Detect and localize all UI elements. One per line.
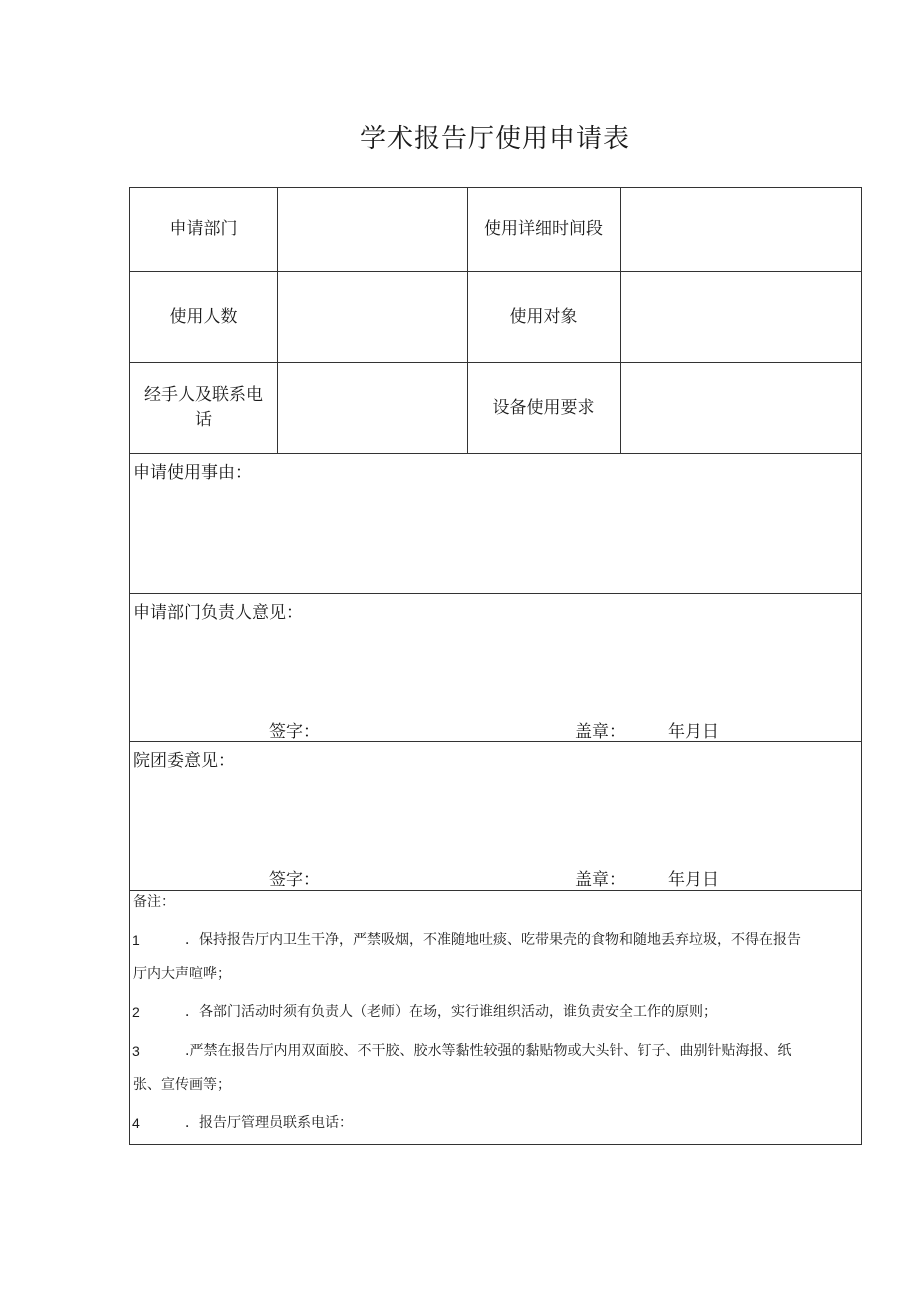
department-input[interactable]: [278, 188, 467, 271]
row-divider-4: [130, 593, 861, 594]
time-label: 使用详细时间段: [484, 219, 603, 239]
reason-input[interactable]: [130, 484, 861, 592]
note-number: 2: [132, 1004, 140, 1020]
contact-label-line1: 经手人及联系电: [144, 385, 263, 405]
dept-date-label: 年月日: [668, 722, 719, 742]
committee-sign-label: 签字：: [269, 870, 320, 890]
equipment-input[interactable]: [621, 363, 861, 453]
note-text: ．报告厅管理员联系电话：: [185, 1115, 353, 1131]
target-label: 使用对象: [509, 306, 578, 327]
note-text-continued: 厅内大声喧哗；: [133, 966, 231, 982]
dept-opinion-input[interactable]: [130, 624, 861, 712]
note-text: .严禁在报告厅内用双面胶、不干胶、胶水等黏性较强的黏贴物或大头针、钉子、曲别针贴海报、纸: [185, 1043, 792, 1059]
time-input[interactable]: [621, 188, 861, 271]
row-divider-3: [130, 453, 861, 454]
committee-date-label: 年月日: [668, 870, 719, 890]
target-input[interactable]: [621, 272, 861, 362]
equipment-label: 设备使用要求: [492, 397, 595, 418]
note-number: 3: [132, 1043, 140, 1059]
reason-label: 申请使用事由：: [133, 463, 252, 483]
form-title: 学术报告厅使用申请表: [359, 124, 630, 154]
committee-opinion-input[interactable]: [130, 772, 861, 862]
contact-label-line2: 话: [195, 410, 212, 430]
note-number: 1: [132, 932, 140, 948]
department-label: 申请部门: [169, 219, 238, 239]
dept-sign-label: 签字：: [269, 722, 320, 742]
note-text: ．各部门活动时须有负责人（老师）在场，实行谁组织活动，谁负责安全工作的原则；: [185, 1004, 717, 1020]
committee-seal-label: 盖章：: [575, 870, 626, 890]
note-text: ．保持报告厅内卫生干净，严禁吸烟，不准随地吐痰、吃带果壳的食物和随地丢弃垃圾，不得在报告: [185, 932, 801, 948]
note-text-continued: 张、宣传画等；: [133, 1077, 231, 1093]
dept-seal-label: 盖章：: [575, 722, 626, 742]
people-count-label: 使用人数: [169, 306, 238, 327]
contact-label: [130, 363, 277, 453]
application-form: [129, 187, 862, 1145]
note-number: 4: [132, 1115, 140, 1131]
people-count-input[interactable]: [278, 272, 467, 362]
row-divider-5: [130, 741, 861, 742]
row-divider-6: [130, 890, 861, 891]
dept-opinion-label: 申请部门负责人意见：: [133, 603, 303, 623]
committee-opinion-label: 院团委意见：: [133, 751, 235, 771]
notes-heading: 备注：: [133, 894, 175, 910]
contact-input[interactable]: [278, 363, 467, 453]
